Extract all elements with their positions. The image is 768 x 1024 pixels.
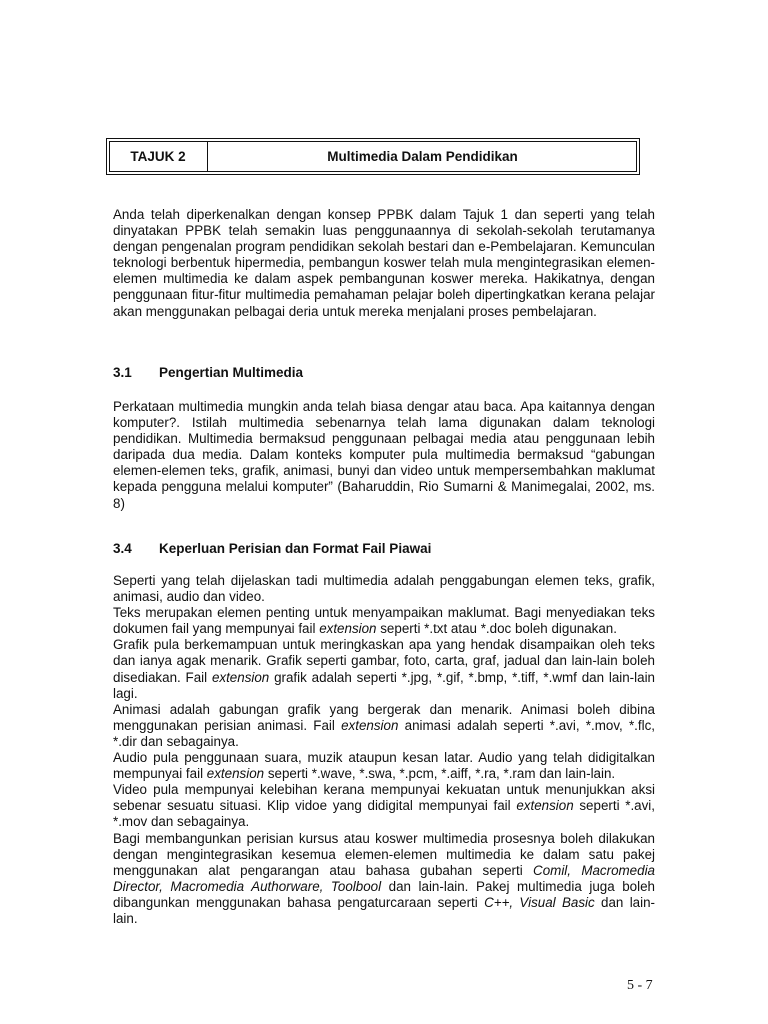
paragraph-video: Video pula mempunyai kelebihan kerana mempunyai kekuatan untuk menunjukkan aksi sebenar sesuatu situasi. Klip vidoe yang didigital mempunyai fail extension seperti *.avi, *.mov dan sebagainya. — [113, 782, 656, 830]
section-title: Pengertian Multimedia — [159, 365, 304, 380]
page-number: 5 - 7 — [627, 978, 653, 993]
section-heading-3-1 — [113, 365, 303, 380]
chapter-label: TAJUK 2 — [109, 141, 208, 172]
paragraph-intro: Seperti yang telah dijelaskan tadi multimedia adalah penggabungan elemen teks, grafik, animasi, audio dan video. — [113, 573, 655, 605]
section-number: 3.1 — [113, 365, 132, 380]
section-3-4-body — [113, 573, 655, 927]
chapter-header-box — [106, 138, 640, 175]
chapter-title: Multimedia Dalam Pendidikan — [327, 149, 518, 164]
paragraph-graphics: Grafik pula berkemampuan untuk meringkaskan apa yang hendak disampaikan oleh teks dan ianya agak menarik. Grafik seperti gambar, foto, carta, graf, jadual dan lain-lain boleh disediakan. Fail extension grafik adalah seperti *.jpg, *.gif, *.bmp, *.tiff, *.wmf dan lain-lain lagi. — [113, 637, 655, 701]
paragraph-authoring: Bagi membangunkan perisian kursus atau koswer multimedia prosesnya boleh dilakukan dengan mengintegrasikan kesemua elemen-elemen multimedia ke dalam satu pakej menggunakan alat pengarangan atau bahasa gubahan seperti Comil, Macromedia Director, Macromedia Authorware, Toolbool dan lain-lain. Pakej multimedia juga boleh dibangunkan menggunakan bahasa pengaturcaraan seperti C++, Visual Basic dan lain-lain. — [113, 830, 655, 926]
section-heading-3-4 — [113, 541, 431, 556]
section-3-1-paragraph: Perkataan multimedia mungkin anda telah biasa dengar atau baca. Apa kaitannya dengan komputer?. Istilah multimedia sebenarnya telah lama digunakan dalam teknologi pendidikan. Multimedia bermaksud penggunaan pelbagai media atau penggunaan lebih daripada dua media. Dalam konteks komputer pula multimedia bermaksud “gabungan elemen-elemen teks, grafik, animasi, bunyi dan video untuk mempersembahkan maklumat kepada pengguna melalui komputer” (Baharuddin, Rio Sumarni & Manimegalai, 2002, ms. 8) — [113, 399, 655, 511]
paragraph-audio: Audio pula penggunaan suara, muzik ataupun kesan latar. Audio yang telah didigitalkan mempunyai fail extension seperti *.wave, *.swa, *.pcm, *.aiff, *.ra, *.ram dan lain-lain. — [113, 750, 655, 782]
paragraph-text: Teks merupakan elemen penting untuk menyampaikan maklumat. Bagi menyediakan teks dokumen fail yang mempunyai fail extension seperti *.txt atau *.doc boleh digunakan. — [113, 605, 655, 637]
paragraph-animation: Animasi adalah gabungan grafik yang bergerak dan menarik. Animasi boleh dibina menggunakan perisian animasi. Fail extension animasi adalah seperti *.avi, *.mov, *.flc, *.dir dan sebagainya. — [113, 701, 656, 749]
section-number: 3.4 — [113, 541, 132, 556]
intro-paragraph: Anda telah diperkenalkan dengan konsep PPBK dalam Tajuk 1 dan seperti yang telah dinyatakan PPBK telah semakin luas penggunaannya di sekolah-sekolah terutamanya dengan pengenalan program pendidikan sekolah bestari dan e-Pembelajaran. Kemunculan teknologi berbentuk hipermedia, pembangun koswer telah mula mengintegrasikan elemen-elemen multimedia ke dalam aspek pembangunan koswer mereka. Hakikatnya, dengan penggunaan fitur-fitur multimedia pemahaman pelajar boleh dipertingkatkan kerana pelajar akan menggunakan pelbagai deria untuk mereka menjalani proses pembelajaran. — [113, 207, 655, 319]
section-title: Keperluan Perisian dan Format Fail Piawai — [159, 541, 432, 556]
